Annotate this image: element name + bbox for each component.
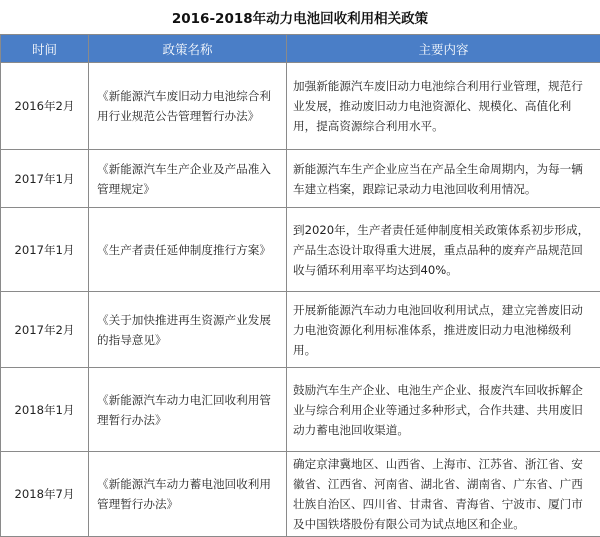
row-policy-name: 《新能源汽车废旧动力电池综合利用行业规范公告管理暂行办法》 — [89, 63, 287, 150]
header-time: 时间 — [1, 35, 89, 63]
table-row — [1, 208, 600, 292]
row-date: 2018年1月 — [1, 368, 89, 452]
row-content: 开展新能源汽车动力电池回收利用试点，建立完善废旧动力电池资源化利用标准体系，推进废旧动力电池梯级利用。 — [287, 292, 600, 368]
row-date: 2017年1月 — [1, 208, 89, 292]
header-content: 主要内容 — [287, 35, 600, 63]
table-row — [1, 368, 600, 452]
row-policy-name: 《生产者责任延伸制度推行方案》 — [89, 208, 287, 292]
row-content: 新能源汽车生产企业应当在产品全生命周期内，为每一辆车建立档案，跟踪记录动力电池回收利用情况。 — [287, 150, 600, 208]
row-date: 2016年2月 — [1, 63, 89, 150]
row-date: 2017年2月 — [1, 292, 89, 368]
table-row — [1, 63, 600, 150]
row-policy-name: 《新能源汽车生产企业及产品准入管理规定》 — [89, 150, 287, 208]
table-row — [1, 292, 600, 368]
row-date: 2018年7月 — [1, 452, 89, 537]
row-policy-name: 《新能源汽车动力电汇回收利用管理暂行办法》 — [89, 368, 287, 452]
row-date: 2017年1月 — [1, 150, 89, 208]
policy-table — [0, 34, 600, 537]
table-title: 2016-2018年动力电池回收利用相关政策 — [0, 0, 600, 34]
row-content: 加强新能源汽车废旧动力电池综合利用行业管理，规范行业发展，推动废旧动力电池资源化、规模化、高值化利用，提高资源综合利用水平。 — [287, 63, 600, 150]
row-content: 到2020年，生产者责任延伸制度相关政策体系初步形成，产品生态设计取得重大进展，重点品种的废弃产品规范回收与循环利用率平均达到40%。 — [287, 208, 600, 292]
header-policy-name: 政策名称 — [89, 35, 287, 63]
row-policy-name: 《关于加快推进再生资源产业发展的指导意见》 — [89, 292, 287, 368]
row-content: 鼓励汽车生产企业、电池生产企业、报废汽车回收拆解企业与综合利用企业等通过多种形式，合作共建、共用废旧动力蓄电池回收渠道。 — [287, 368, 600, 452]
row-content: 确定京津冀地区、山西省、上海市、江苏省、浙江省、安徽省、江西省、河南省、湖北省、湖南省、广东省、广西壮族自治区、四川省、甘肃省、青海省、宁波市、厦门市及中国铁塔股份有限公司为试点地区和企业。 — [287, 452, 600, 537]
row-policy-name: 《新能源汽车动力蓄电池回收利用管理暂行办法》 — [89, 452, 287, 537]
table-row — [1, 150, 600, 208]
header-row — [1, 35, 600, 63]
table-row — [1, 452, 600, 537]
